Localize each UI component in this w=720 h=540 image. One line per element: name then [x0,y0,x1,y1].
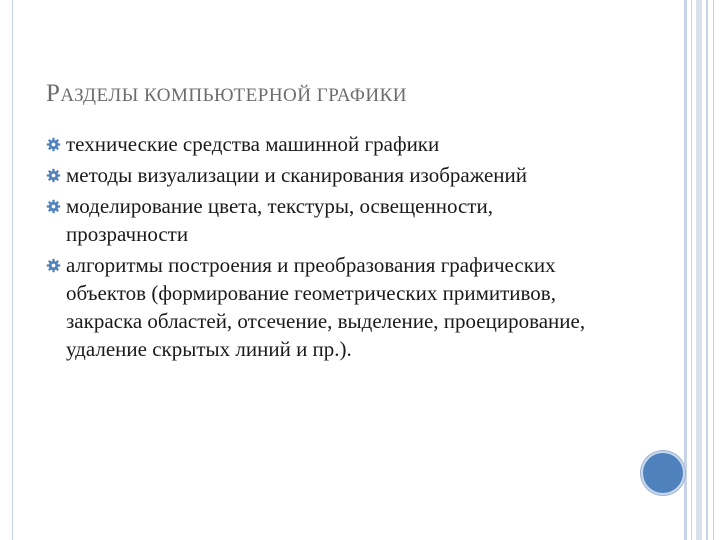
list-item [46,130,616,158]
slide-title-initial: Р [46,80,61,107]
bullet-text: моделирование цвета, текстуры, освещенности, прозрачности [66,194,493,246]
bullet-text: технические средства машинной графики [66,132,440,156]
list-item [46,161,616,189]
gear-icon [46,137,61,152]
right-decorative-stripes [680,0,720,540]
bullet-text: алгоритмы построения и преобразования графических объектов (формирование геометрических примитивов, закраска областей, отсечение, выделение, проецирование, удаление скрытых линий и пр.). [66,253,586,361]
gear-icon [46,168,61,183]
slide-title [46,80,407,108]
list-item [46,251,616,363]
bullet-list [46,130,616,366]
left-border-line [12,0,13,540]
decorative-circle [641,451,685,495]
slide-title-rest: АЗДЕЛЫ КОМПЬЮТЕРНОЙ ГРАФИКИ [60,85,407,106]
list-item [46,192,616,248]
gear-icon [46,258,61,273]
bullet-text: методы визуализации и сканирования изображений [66,163,528,187]
gear-icon [46,199,61,214]
